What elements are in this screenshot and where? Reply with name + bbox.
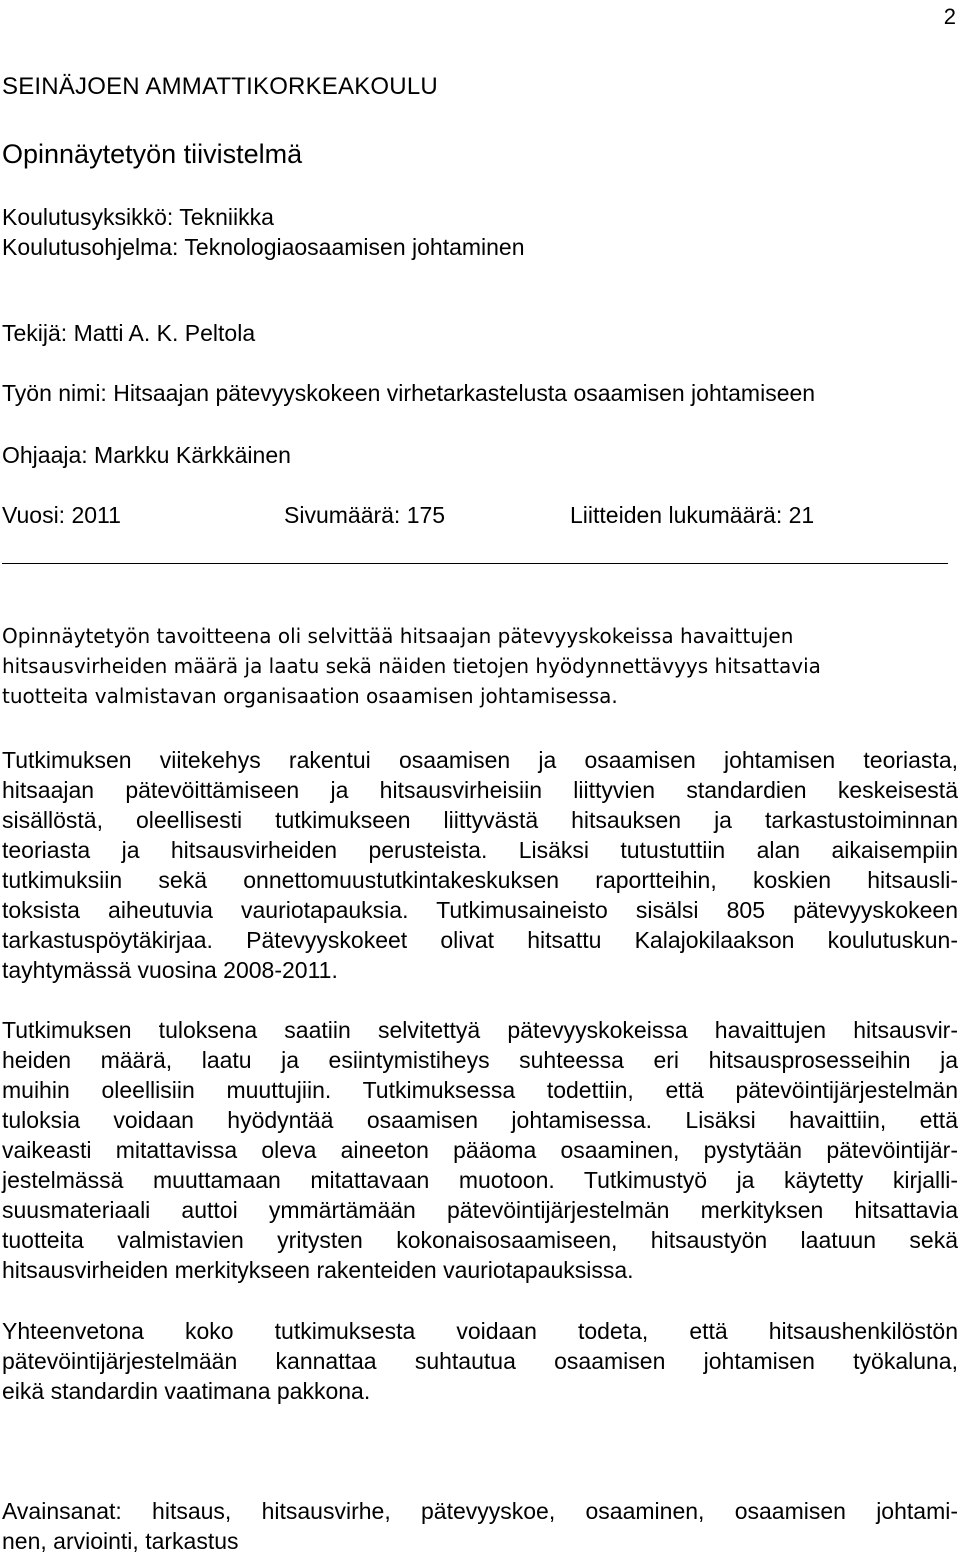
text-line: teoriasta ja hitsausvirheiden perusteista. Lisäksi tutustuttiin alan aikaisempiin	[2, 837, 958, 863]
unit-block	[2, 202, 525, 262]
author-line: Tekijä: Matti A. K. Peltola	[2, 320, 256, 346]
text-line: vaikeasti mitattavissa oleva aineeton pääoma osaaminen, pystytään pätevöintijär-	[2, 1137, 958, 1163]
text-line: Tutkimuksen tuloksena saatiin selvitettyä pätevyyskokeissa havaittujen hitsausvir-	[2, 1017, 958, 1043]
keywords-line: nen, arviointi, tarkastus	[2, 1528, 239, 1554]
abstract-paragraph-aim	[2, 621, 958, 711]
unit-line: Koulutusyksikkö: Tekniikka	[2, 204, 274, 230]
text-line: tarkastuspöytäkirjaa. Pätevyyskokeet olivat hitsattu Kalajokilaakson koulutuskun-	[2, 927, 958, 953]
supervisor-line: Ohjaaja: Markku Kärkkäinen	[2, 442, 291, 468]
text-line: Opinnäytetyön tavoitteena oli selvittää hitsaajan pätevyyskokeissa havaittujen	[2, 624, 794, 648]
page-number: 2	[943, 4, 956, 29]
abstract-paragraph-results	[2, 1015, 958, 1285]
school-name: SEINÄJOEN AMMATTIKORKEAKOULU	[2, 73, 438, 100]
text-line: tuotteita valmistavien yritysten kokonaisosaamiseen, hitsaustyön laatuun sekä	[2, 1227, 958, 1253]
text-line: Tutkimuksen viitekehys rakentui osaamisen ja osaamisen johtamisen teoriasta,	[2, 747, 958, 773]
horizontal-divider	[2, 563, 948, 564]
text-line: tuloksia voidaan hyödyntää osaamisen johtamisessa. Lisäksi havaittiin, että	[2, 1107, 958, 1133]
abstract-paragraph-summary	[2, 1316, 958, 1406]
page-count-field: Sivumäärä: 175	[284, 502, 446, 528]
document-title: Opinnäytetyön tiivistelmä	[2, 139, 303, 169]
keywords-line: Avainsanat: hitsaus, hitsausvirhe, pätevyyskoe, osaaminen, osaamisen johtami-	[2, 1498, 958, 1524]
keywords-block	[2, 1496, 958, 1556]
abstract-paragraph-framework	[2, 745, 958, 985]
text-line: sisällöstä, oleellisesti tutkimukseen liittyvästä hitsauksen ja tarkastustoiminnan	[2, 807, 958, 833]
work-title-line: Työn nimi: Hitsaajan pätevyyskokeen virhetarkastelusta osaamisen johtamiseen	[2, 380, 816, 406]
text-line: tutkimuksiin sekä onnettomuustutkintakeskuksen raportteihin, koskien hitsausli-	[2, 867, 958, 893]
text-line: eikä standardin vaatimana pakkona.	[2, 1378, 371, 1404]
text-line: heiden määrä, laatu ja esiintymistiheys suhteessa eri hitsausprosesseihin ja	[2, 1047, 958, 1073]
text-line: tuotteita valmistavan organisaation osaamisen johtamisessa.	[2, 684, 618, 708]
text-line: Yhteenvetona koko tutkimuksesta voidaan todeta, että hitsaushenkilöstön	[2, 1318, 958, 1344]
text-line: toksista aiheutuvia vauriotapauksia. Tutkimusaineisto sisälsi 805 pätevyyskokeen	[2, 897, 958, 923]
text-line: hitsausvirheiden määrä ja laatu sekä näiden tietojen hyödynnettävyys hitsattavia	[2, 654, 821, 678]
text-line: tayhtymässä vuosina 2008-2011.	[2, 957, 338, 983]
meta-row	[0, 502, 960, 534]
program-line: Koulutusohjelma: Teknologiaosaamisen johtaminen	[2, 234, 525, 260]
text-line: hitsaajan pätevöittämiseen ja hitsausvirheisiin liittyvien standardien keskeisestä	[2, 777, 958, 803]
year-field: Vuosi: 2011	[2, 502, 121, 528]
text-line: hitsausvirheiden merkitykseen rakenteiden vauriotapauksissa.	[2, 1257, 634, 1283]
text-line: muihin oleellisiin muuttujiin. Tutkimuksessa todettiin, että pätevöintijärjestelmän	[2, 1077, 958, 1103]
text-line: pätevöintijärjestelmään kannattaa suhtautua osaamisen johtamisen työkaluna,	[2, 1348, 958, 1374]
text-line: suusmateriaali auttoi ymmärtämään pätevöintijärjestelmän merkityksen hitsattavia	[2, 1197, 958, 1223]
text-line: jestelmässä muuttamaan mitattavaan muotoon. Tutkimustyö ja käytetty kirjalli-	[2, 1167, 958, 1193]
attachment-count-field: Liitteiden lukumäärä: 21	[570, 502, 815, 528]
